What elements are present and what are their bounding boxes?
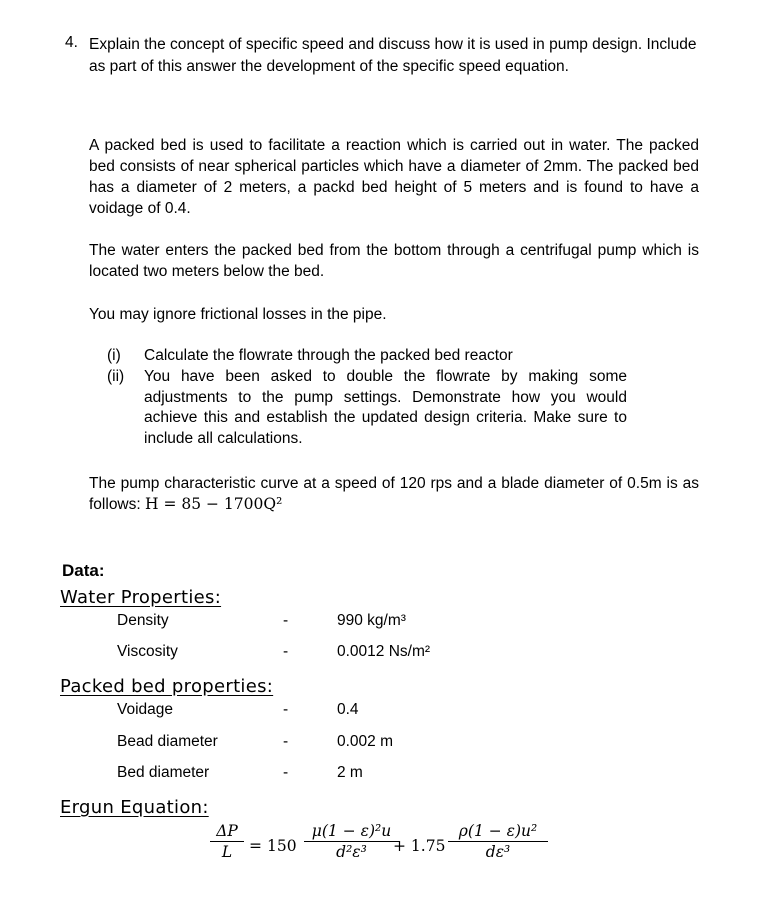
question-text: Explain the concept of specific speed and discuss how it is used in pump design. Include as part of this answer the development of the specific speed equation.	[89, 36, 697, 75]
pump-paragraph: The water enters the packed bed from the bottom through a centrifugal pump which is located two meters below the bed.	[89, 242, 699, 280]
ergun-equation-heading: Ergun Equation:	[60, 797, 209, 818]
property-name: Density	[117, 612, 169, 629]
equals-sign: =	[249, 837, 262, 855]
property-dash: -	[283, 643, 289, 660]
data-heading: Data:	[62, 561, 105, 580]
packed-bed-properties-heading: Packed bed properties:	[60, 676, 274, 697]
property-value: 990 kg/m³	[337, 612, 406, 629]
inertial-numerator: ρ(1 − ε)u²	[448, 822, 548, 842]
coefficient-150: 150	[267, 837, 297, 855]
inertial-denominator: dε³	[485, 843, 511, 861]
pump-curve-paragraph	[89, 473, 699, 515]
pump-curve-text: The pump characteristic curve at a speed of 120 rps and a blade diameter of 0.5m is as follows:	[89, 475, 699, 513]
property-value: 2 m	[337, 764, 363, 781]
property-value: 0.4	[337, 701, 359, 718]
property-dash: -	[283, 612, 289, 629]
subquestion-text: You have been asked to double the flowrate by making some adjustments to the pump settings. Demonstrate how you would achieve this and establish the updated design criteria. Make sure to include all calculations.	[144, 368, 627, 447]
property-value: 0.0012 Ns/m²	[337, 643, 431, 660]
question-number: 4.	[65, 34, 78, 51]
property-dash: -	[283, 733, 289, 750]
property-dash: -	[283, 764, 289, 781]
subquestion-ii	[107, 367, 627, 449]
water-properties-heading: Water Properties:	[60, 587, 222, 608]
lhs-denominator: L	[221, 843, 233, 861]
subquestion-label: (i)	[107, 347, 121, 364]
property-name: Bead diameter	[117, 733, 218, 750]
lhs-numerator: ΔP	[210, 822, 244, 842]
pump-curve-equation: H = 85 − 1700Q²	[145, 495, 283, 513]
scenario-paragraph: A packed bed is used to facilitate a reaction which is carried out in water. The packed bed consists of near spherical particles which have a diameter of 2mm. The packed bed has a diameter of 2 meters, a packd bed height of 5 meters and is found to have a voidage of 0.4.	[89, 137, 699, 217]
friction-note: You may ignore frictional losses in the pipe.	[89, 306, 387, 323]
property-dash: -	[283, 701, 289, 718]
property-value: 0.002 m	[337, 733, 394, 750]
lhs-fraction	[210, 822, 244, 861]
property-name: Viscosity	[117, 643, 178, 660]
subquestion-text: Calculate the flowrate through the packed bed reactor	[144, 347, 513, 364]
property-name: Bed diameter	[117, 764, 210, 781]
plus-coefficient-1-75: + 1.75	[393, 837, 446, 855]
subquestion-label: (ii)	[107, 368, 125, 385]
property-name: Voidage	[117, 701, 174, 718]
viscous-numerator: μ(1 − ε)²u	[304, 822, 399, 842]
subquestion-i	[107, 346, 627, 367]
ergun-equation	[210, 822, 550, 872]
viscous-denominator: d²ε³	[336, 843, 367, 861]
inertial-term-fraction	[448, 822, 548, 861]
viscous-term-fraction	[304, 822, 399, 861]
